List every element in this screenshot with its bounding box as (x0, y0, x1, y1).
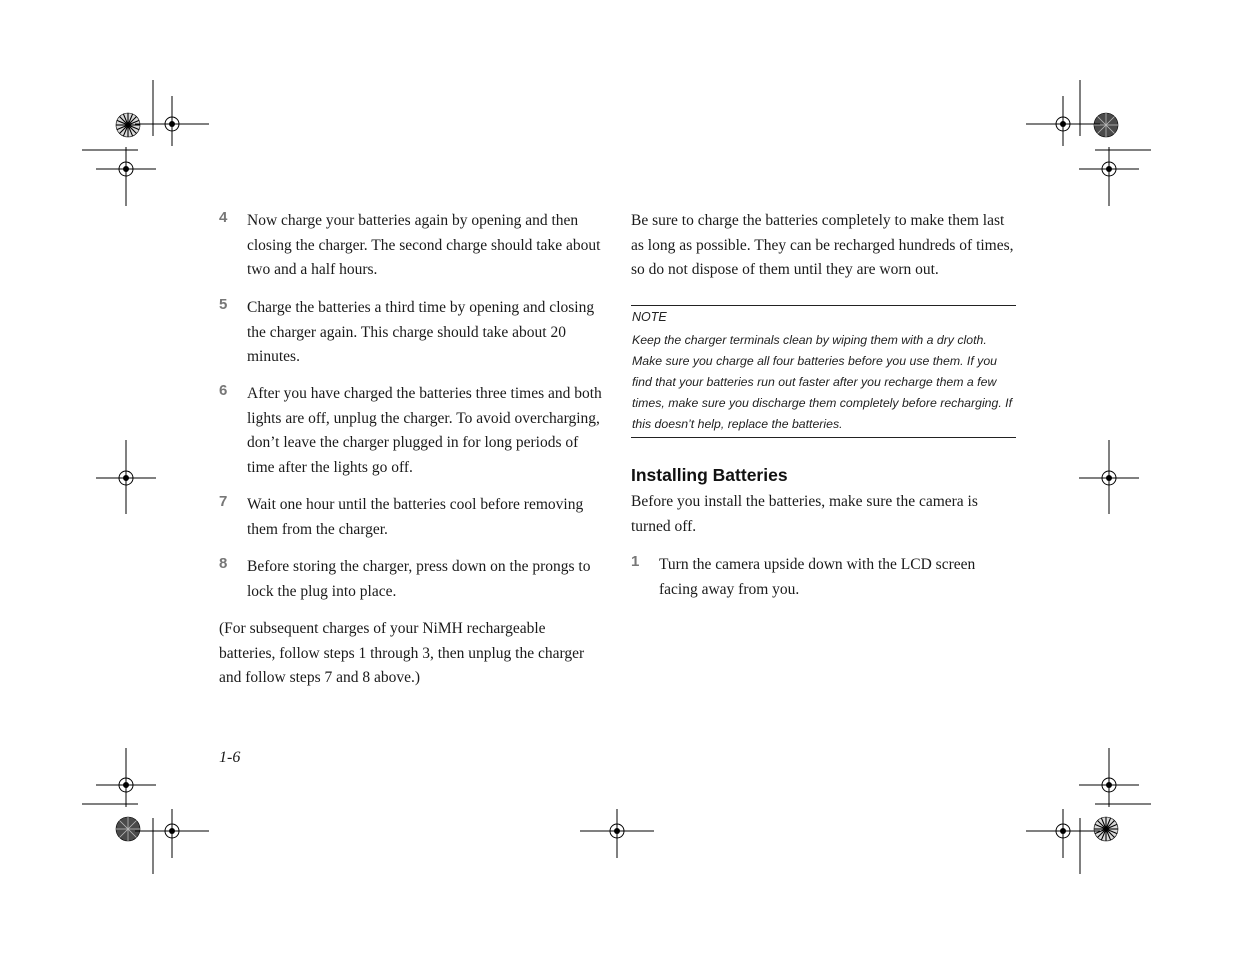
section-paragraph: Before you install the batteries, make sure the camera is turned off. (631, 493, 978, 535)
note-label: NOTE (632, 310, 667, 324)
step-number: 6 (219, 382, 228, 399)
intro-paragraph: Be sure to charge the batteries completely to make them last as long as possible. They can be recharged hundreds of times, so do not dispose of them until they are worn out. (631, 212, 1014, 278)
note-text: Keep the charger terminals clean by wiping them with a dry cloth. Make sure you charge all four batteries before you use them. If you find that your batteries run out faster after you recharge them a few times, make sure you discharge them completely before recharging. If this doesn’t help, replace the batteries. (632, 333, 1013, 431)
step-1 (631, 553, 996, 602)
step-text: Charge the batteries a third time by opening and closing the charger again. This charge should take about 20 minutes. (247, 299, 595, 365)
step-number: 4 (219, 209, 228, 226)
section-heading: Installing Batteries (631, 465, 788, 485)
step-text: Now charge your batteries again by opening and then closing the charger. The second charge should take about two and a half hours. (247, 212, 601, 278)
step-text: Before storing the charger, press down on the prongs to lock the plug into place. (247, 558, 591, 600)
closing-paragraph: (For subsequent charges of your NiMH rechargeable batteries, follow steps 1 through 3, then unplug the charger and follow steps 7 and 8 above.) (219, 620, 585, 686)
step-text: After you have charged the batteries three times and both lights are off, unplug the charger. To avoid overcharging, don’t leave the charger plugged in for long periods of time after the lights go off. (247, 385, 602, 476)
step-number: 8 (219, 555, 228, 572)
page-number: 1-6 (219, 749, 241, 766)
step-8 (219, 555, 604, 604)
step-text: Wait one hour until the batteries cool before removing them from the charger. (247, 496, 584, 538)
step-5 (219, 296, 604, 370)
note-box (631, 305, 1016, 438)
step-number: 5 (219, 296, 228, 313)
step-4 (219, 209, 604, 283)
step-7 (219, 493, 604, 542)
step-text: Turn the camera upside down with the LCD screen facing away from you. (659, 556, 976, 598)
step-6 (219, 382, 604, 480)
step-number: 1 (631, 553, 640, 570)
step-number: 7 (219, 493, 228, 510)
